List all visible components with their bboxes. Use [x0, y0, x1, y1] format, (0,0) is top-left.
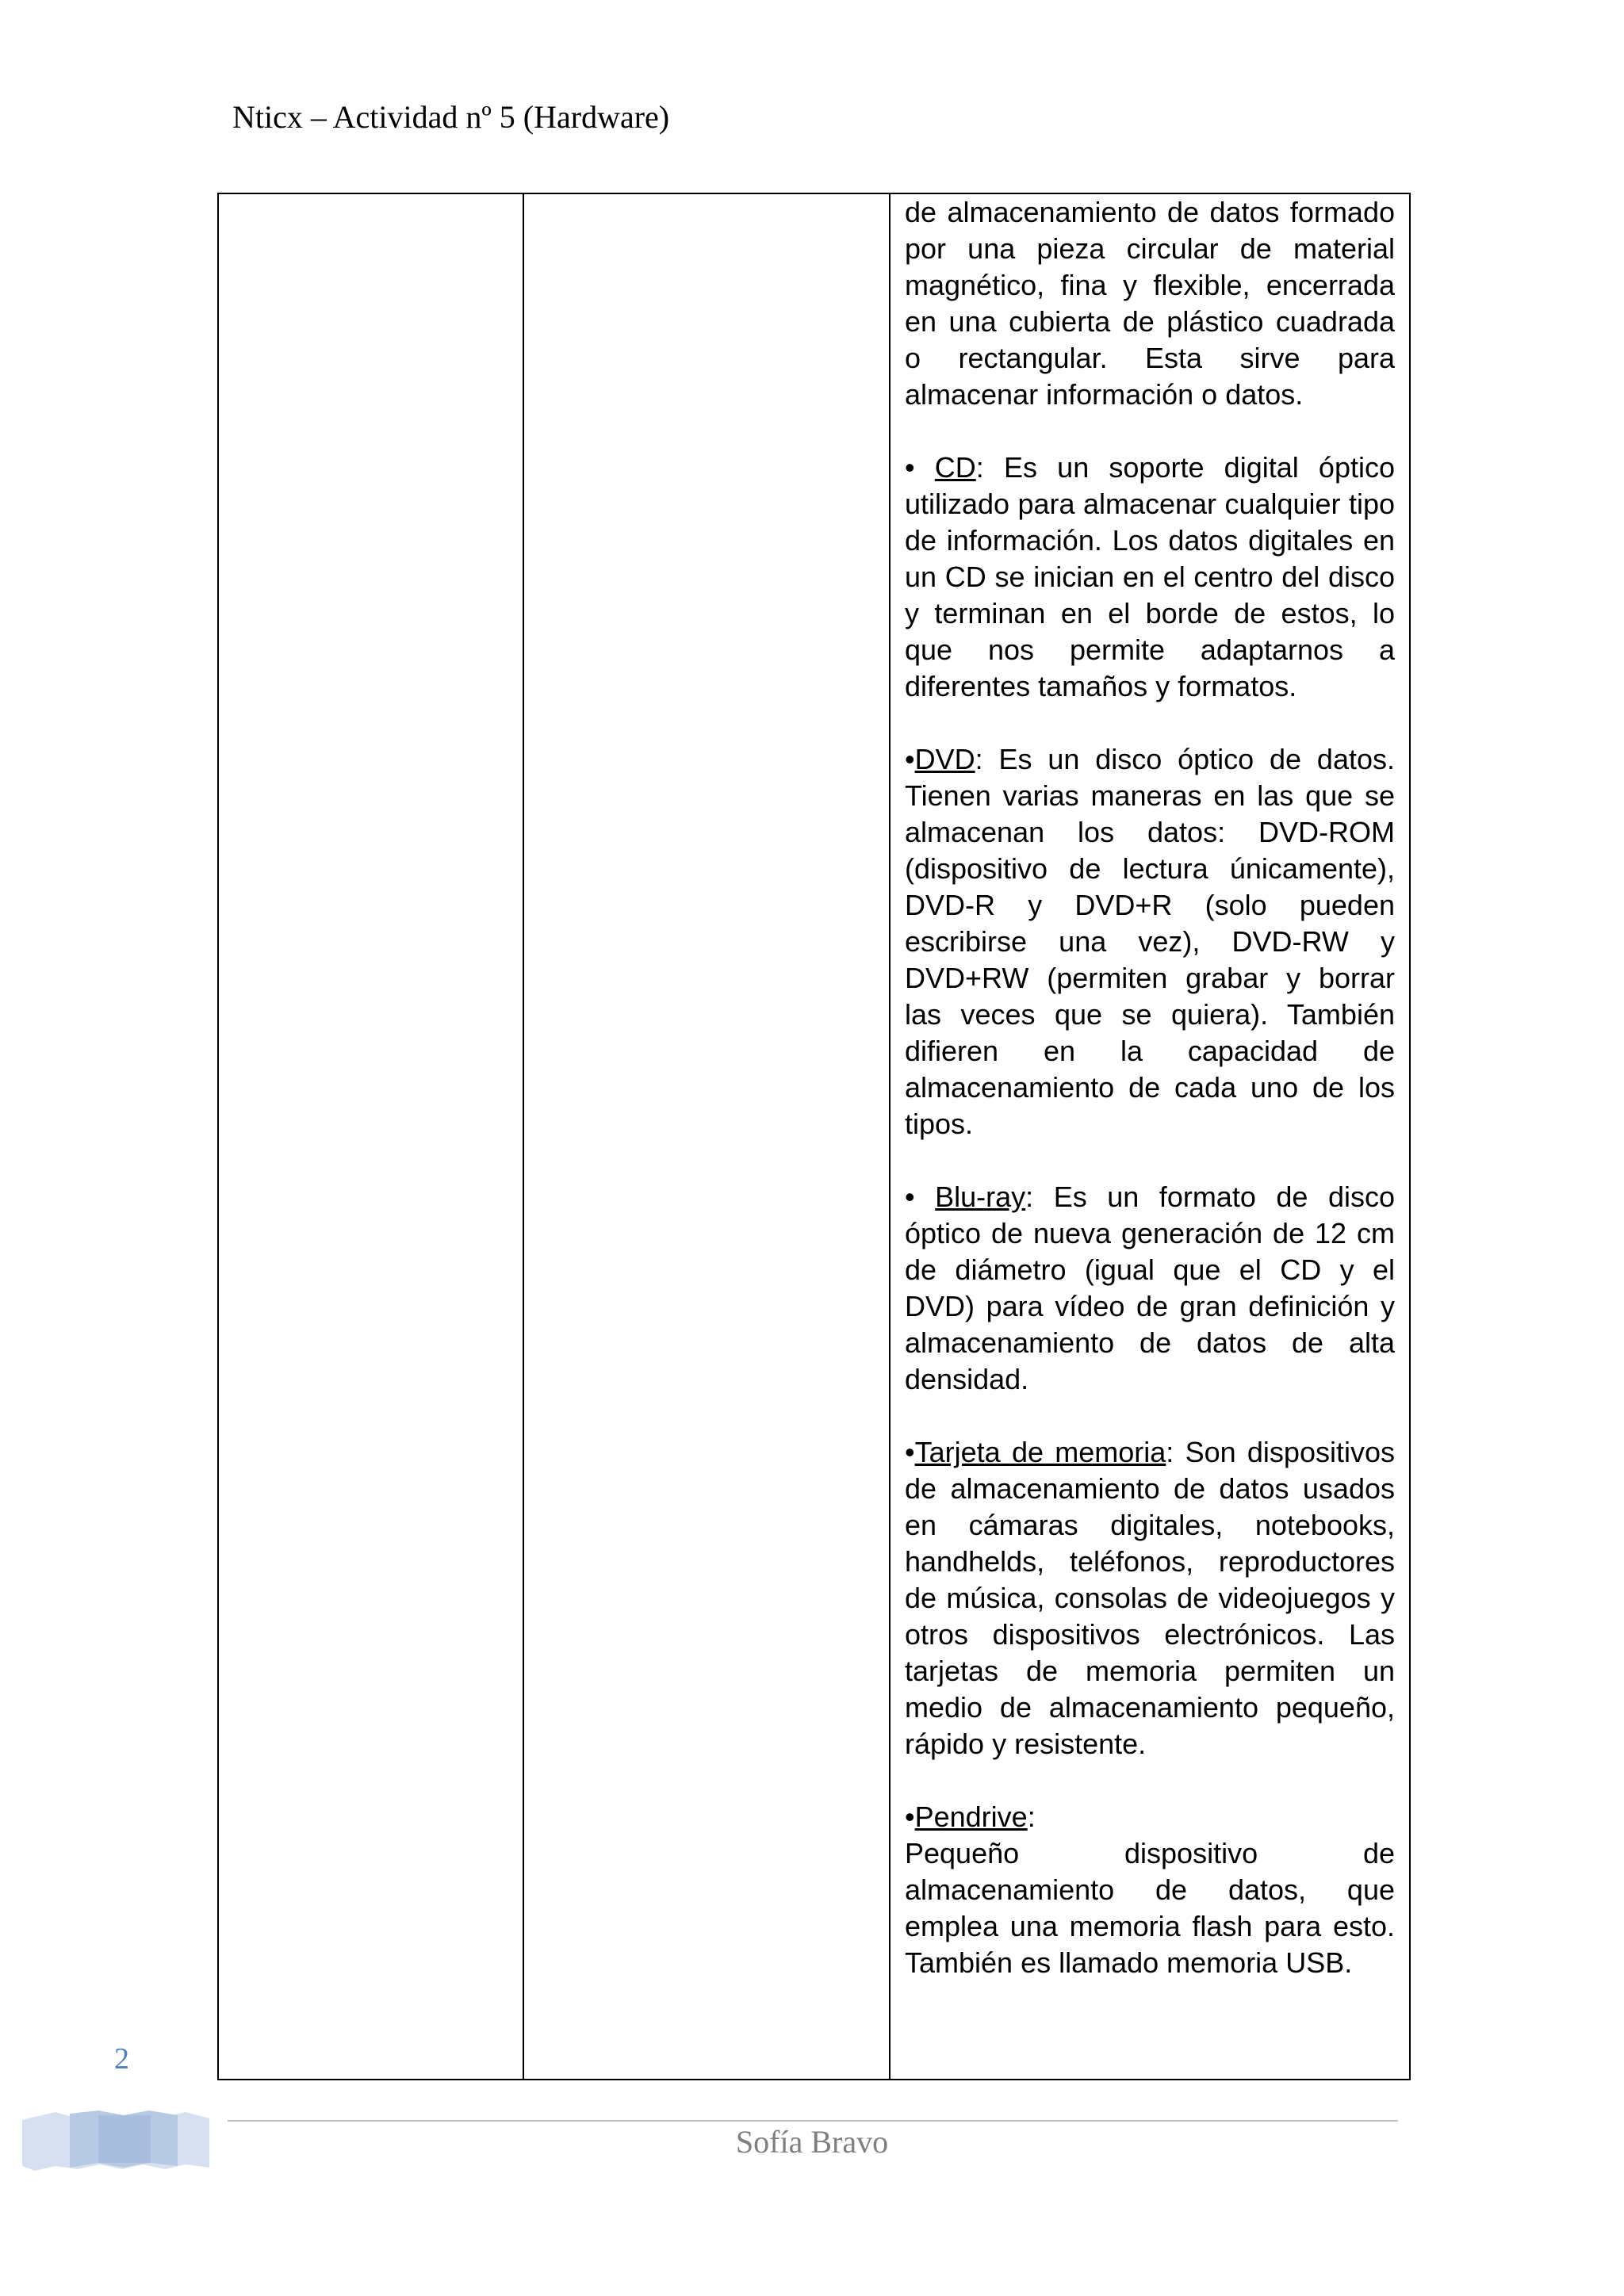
bullet: •	[905, 743, 915, 775]
term-pendrive: Pendrive	[914, 1800, 1028, 1833]
paragraph-cd	[905, 450, 1395, 705]
paragraph-text: : Es un formato de disco óptico de nueva generación de 12 cm de diámetro (igual que el CD y el DVD) para vídeo de gran definición y almacenamiento de datos de alta densidad.	[905, 1181, 1395, 1395]
paragraph-text: de almacenamiento de datos formado por una pieza circular de material magnético, fina y flexible, encerrada en una cubierta de plástico cuadrada o rectangular. Esta sirve para almacenar información o datos.	[905, 196, 1395, 411]
paragraph-bluray	[905, 1179, 1395, 1398]
storage-descriptions	[891, 194, 1409, 1981]
term-memory-card: Tarjeta de memoria	[914, 1436, 1166, 1468]
footer-author: Sofía Bravo	[735, 2124, 889, 2160]
paragraph-text: :	[1027, 1800, 1036, 1833]
spacer	[905, 1142, 1395, 1179]
table-row	[218, 193, 1410, 2080]
paragraph-text: : Es un disco óptico de datos. Tienen varias maneras en las que se almacenan los datos: DVD-ROM (dispositivo de lectura únicamente), DVD-R y DVD+R (solo pueden escribirse una vez), DVD-RW y DVD+RW (permiten grabar y borrar las veces que se quiera). También difieren en la capacidad de almacenamiento de cada uno de los tipos.	[905, 743, 1395, 1140]
bullet: •	[905, 451, 935, 484]
paragraph-floppy	[905, 194, 1395, 413]
table-cell-empty-2	[523, 193, 890, 2080]
paragraph-text: Pequeño dispositivo de almacenamiento de datos, que emplea una memoria flash para esto. También es llamado memoria USB.	[905, 1837, 1395, 1979]
bullet: •	[905, 1800, 915, 1833]
page-number: 2	[114, 2042, 129, 2076]
paragraph-memory-card	[905, 1434, 1395, 1762]
bullet: •	[905, 1181, 936, 1213]
page-header: Nticx – Actividad nº 5 (Hardware)	[232, 99, 670, 135]
paragraph-text: : Son dispositivos de almacenamiento de datos usados en cámaras digitales, notebooks, handhelds, teléfonos, reproductores de música, consolas de videojuegos y otros dispositivos electrónicos. Las tarjetas de memoria permiten un medio de almacenamiento pequeño, rápido y resistente.	[905, 1436, 1395, 1760]
spacer	[905, 1762, 1395, 1799]
bullet: •	[905, 1436, 915, 1468]
paragraph-pendrive-continuation	[905, 1835, 1395, 1981]
table-cell-empty-1	[218, 193, 523, 2080]
paragraph-text: : Es un soporte digital óptico utilizado para almacenar cualquier tipo de información. Los datos digitales en un CD se inician en el centro del disco y terminan en el borde de estos, lo que nos permite adaptarnos a diferentes tamaños y formatos.	[905, 451, 1395, 702]
spacer	[905, 705, 1395, 741]
footer-rule	[228, 2120, 1398, 2122]
paragraph-pendrive	[905, 1799, 1395, 1835]
term-bluray: Blu-ray	[935, 1181, 1026, 1213]
spacer	[905, 413, 1395, 450]
spacer	[905, 1398, 1395, 1434]
table-cell-description	[890, 193, 1410, 2080]
paragraph-dvd	[905, 741, 1395, 1142]
content-table	[217, 193, 1411, 2080]
term-dvd: DVD	[914, 743, 975, 775]
term-cd: CD	[934, 451, 976, 484]
